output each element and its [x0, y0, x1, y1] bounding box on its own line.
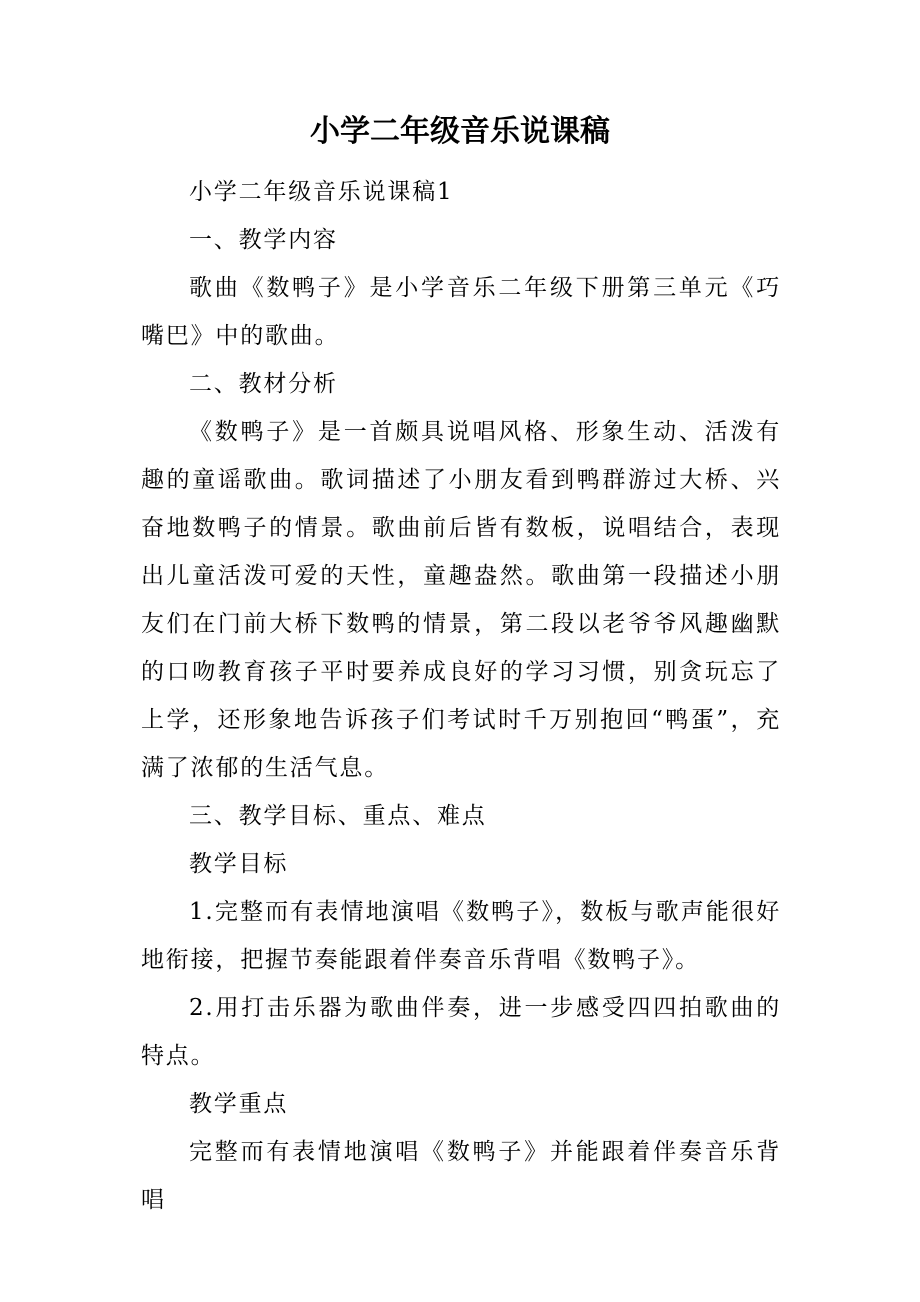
document-body [141, 168, 781, 1224]
section-heading-material-analysis: 二、教材分析 [189, 371, 338, 397]
document-title: 小学二年级音乐说课稿 [310, 114, 610, 149]
paragraph-teaching-content: 歌曲《数鸭子》是小学音乐二年级下册第三单元《巧嘴巴》中的歌曲。 [141, 275, 781, 349]
paragraph-teaching-focus: 完整而有表情地演唱《数鸭子》并能跟着伴奏音乐背唱 [141, 1139, 781, 1213]
paragraph-material-analysis: 《数鸭子》是一首颇具说唱风格、形象生动、活泼有趣的童谣歌曲。歌词描述了小朋友看到鸭群游过大桥、兴奋地数鸭子的情景。歌曲前后皆有数板，说唱结合，表现出儿童活泼可爱的天性，童趣盎然。歌曲第一段描述小朋友们在门前大桥下数鸭的情景，第二段以老爷爷风趣幽默的口吻教育孩子平时要养成良好的学习习惯，别贪玩忘了上学，还形象地告诉孩子们考试时千万别抱回“鸭蛋”，充满了浓郁的生活气息。 [141, 419, 781, 781]
paragraph-goal-2: 2.用打击乐器为歌曲伴奏，进一步感受四四拍歌曲的特点。 [141, 995, 781, 1069]
section-heading-teaching-content: 一、教学内容 [189, 227, 338, 253]
paragraph-subtitle: 小学二年级音乐说课稿1 [189, 179, 454, 205]
subheading-teaching-goals: 教学目标 [189, 851, 289, 877]
subheading-teaching-focus: 教学重点 [189, 1091, 289, 1117]
section-heading-goals: 三、教学目标、重点、难点 [189, 803, 487, 829]
paragraph-goal-1: 1.完整而有表情地演唱《数鸭子》，数板与歌声能很好地衔接，把握节奏能跟着伴奏音乐背唱《数鸭子》。 [141, 899, 781, 973]
